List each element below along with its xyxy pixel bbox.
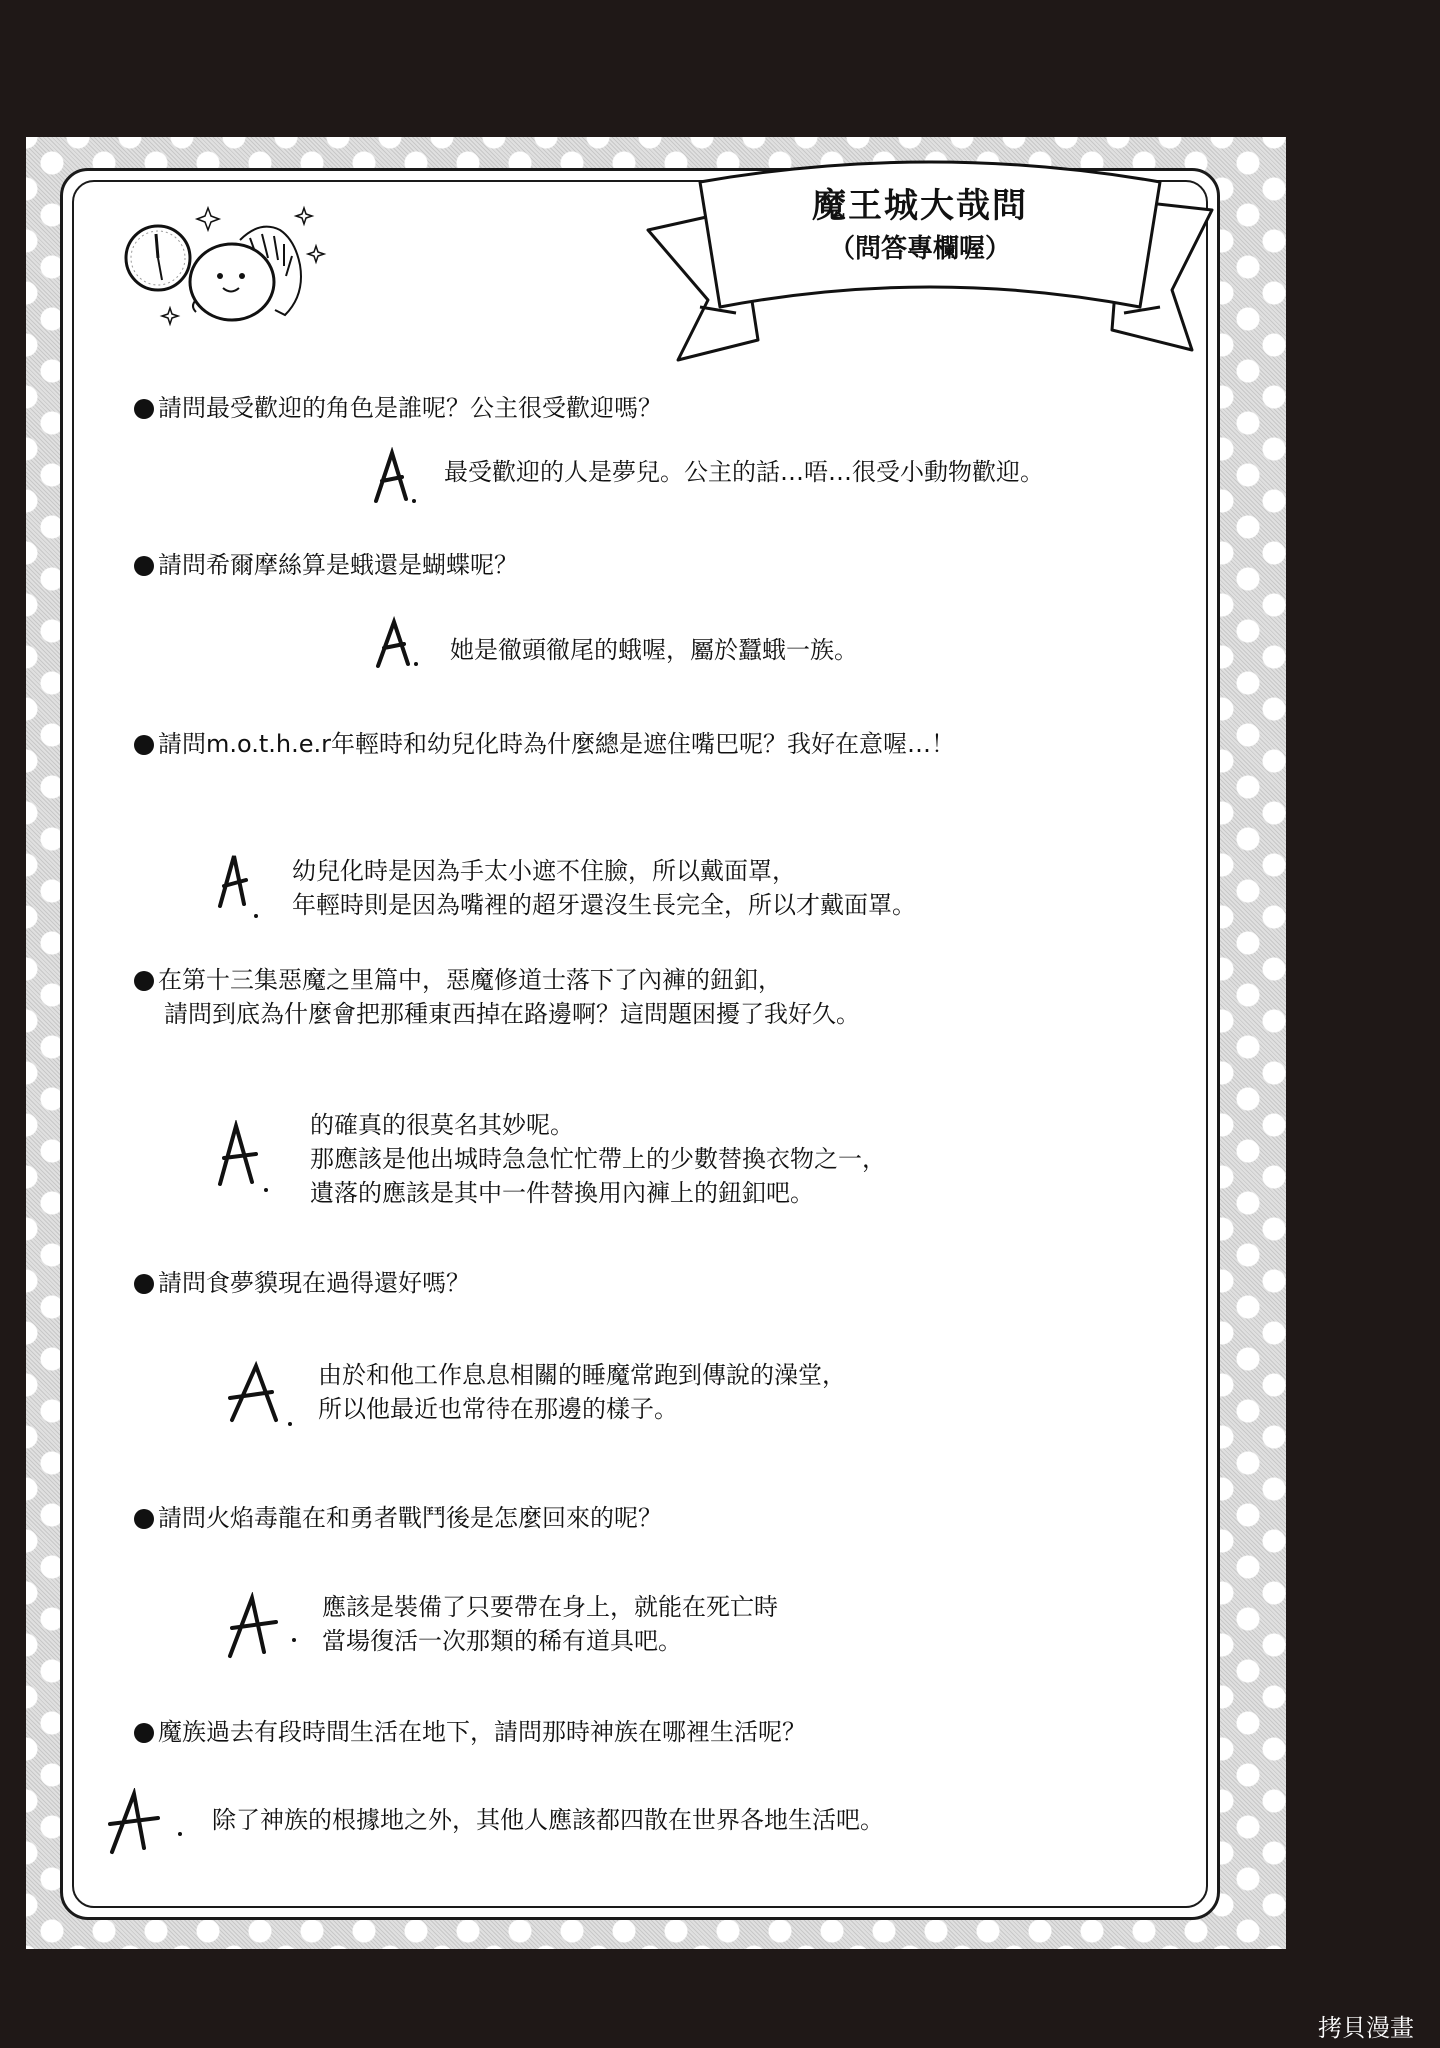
answer-1: 最受歡迎的人是夢兒。公主的話…唔…很受小動物歡迎。 [444, 458, 1044, 486]
bullet-icon [134, 556, 154, 576]
question-5: 請問食夢貘現在過得還好嗎？ [134, 1266, 470, 1300]
page-subtitle: （問答專欄喔） [828, 234, 1011, 264]
answer-mark-icon [212, 850, 264, 920]
answer-4: 的確真的很莫名其妙呢。 那應該是他出城時急急忙忙帶上的少數替換衣物之一， 遺落的應該是其中一件替換用內褲上的鈕釦吧。 [310, 1111, 886, 1207]
answer-7: 除了神族的根據地之外，其他人應該都四散在世界各地生活吧。 [212, 1806, 884, 1834]
answer-mark-icon [212, 1120, 272, 1192]
question-4: 在第十三集惡魔之里篇中，惡魔修道士落下了內褲的鈕釦， 請問到底為什麼會把那種東西掉在路邊啊？這問題困擾了我好久。 [134, 963, 860, 1031]
watermark: 拷貝漫畫 [1318, 2014, 1414, 2042]
answer-mark-icon [372, 616, 422, 672]
answer-5: 由於和他工作息息相關的睡魔常跑到傳說的澡堂， 所以他最近也常待在那邊的樣子。 [318, 1361, 846, 1423]
bullet-icon [134, 399, 154, 419]
bullet-icon [134, 1509, 154, 1529]
answer-mark-icon [224, 1592, 300, 1662]
answer-6: 應該是裝備了只要帶在身上，就能在死亡時 當場復活一次那類的稀有道具吧。 [322, 1593, 778, 1655]
question-6: 請問火焰毒龍在和勇者戰鬥後是怎麼回來的呢？ [134, 1501, 662, 1535]
question-1: 請問最受歡迎的角色是誰呢？公主很受歡迎嗎？ [134, 391, 662, 425]
bullet-icon [134, 971, 154, 991]
answer-3: 幼兒化時是因為手太小遮不住臉，所以戴面罩， 年輕時則是因為嘴裡的超牙還沒生長完全，所以才戴面罩。 [292, 857, 916, 919]
answer-mark-icon [226, 1360, 296, 1428]
answer-mark-icon [370, 447, 420, 507]
bullet-icon [134, 1723, 154, 1743]
bullet-icon [134, 1274, 154, 1294]
question-2: 請問希爾摩絲算是蛾還是蝴蝶呢？ [134, 548, 518, 582]
question-7: 魔族過去有段時間生活在地下，請問那時神族在哪裡生活呢？ [134, 1715, 806, 1749]
bullet-icon [134, 735, 154, 755]
answer-2: 她是徹頭徹尾的蛾喔，屬於蠶蛾一族。 [450, 636, 858, 664]
answer-mark-icon [106, 1788, 186, 1858]
question-3: 請問m.o.t.h.e.r年輕時和幼兒化時為什麼總是遮住嘴巴呢？我好在意喔…！ [134, 727, 955, 761]
page-title: 魔王城大哉問 [812, 186, 1028, 226]
